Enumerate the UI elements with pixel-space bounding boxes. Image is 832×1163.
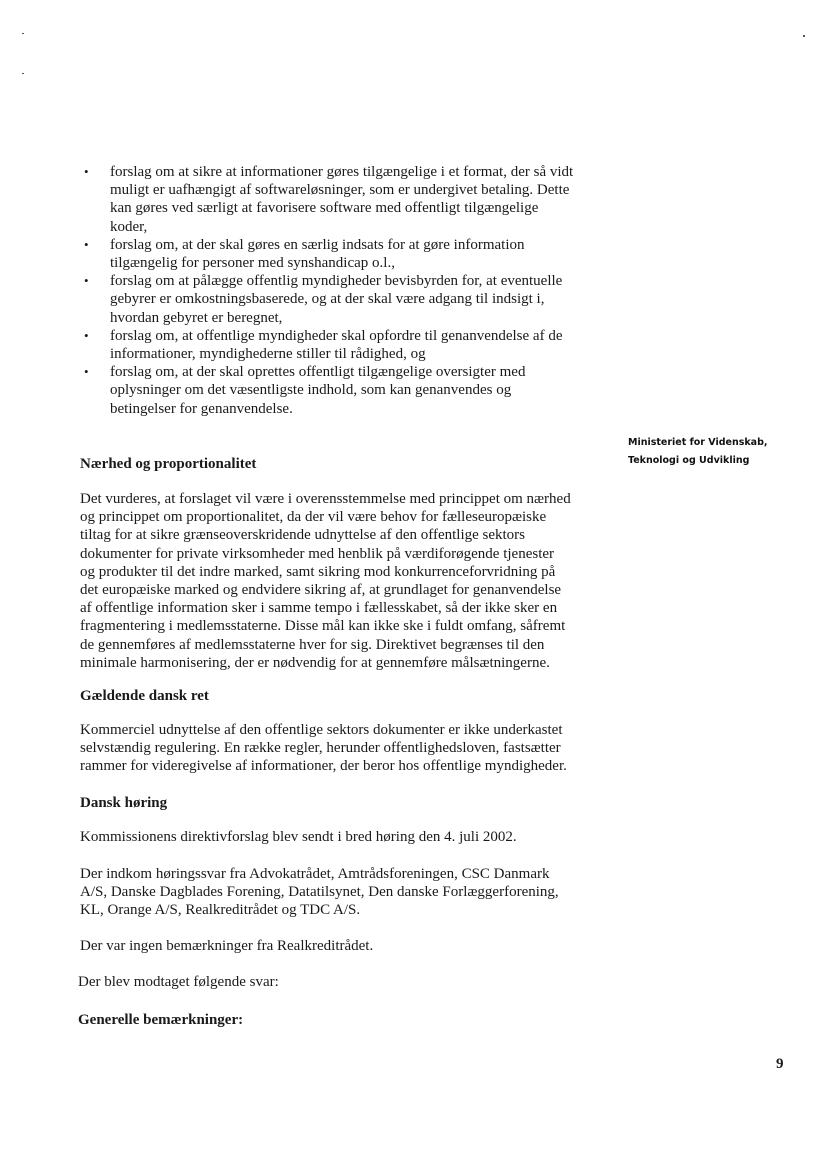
text-line: dokumenter for private virksomheder med henblik på værdiforøgende tjenester	[80, 545, 555, 562]
list-line: forslag om, at der skal gøres en særlig indsats for at gøre information	[110, 236, 525, 253]
bullet-icon: •	[84, 364, 89, 380]
section-heading-naerhed: Nærhed og proportionalitet	[80, 456, 257, 472]
text-line: minimale harmonisering, der er nødvendig for at gennemføre målsætningerne.	[80, 654, 550, 671]
paragraph-gaeldende	[80, 721, 600, 776]
bullet-icon: •	[84, 236, 89, 252]
list-line: forslag om, at offentlige myndigheder skal opfordre til genanvendelse af de	[110, 327, 563, 344]
text-line: Der indkom høringssvar fra Advokatrådet, Amtrådsforeningen, CSC Danmark	[80, 866, 550, 882]
paragraph-horing-sent: Kommissionens direktivforslag blev sendt i bred høring den 4. juli 2002.	[80, 829, 517, 845]
paragraph-naerhed	[80, 490, 600, 672]
text-line: fragmentering i medlemsstaterne. Disse mål kan ikke ske i fuldt omfang, såfremt	[80, 618, 566, 635]
text-line: rammer for videregivelse af informationer, der beror hos offentlige myndigheder.	[80, 758, 567, 775]
text-line: selvstændig regulering. En række regler, herunder offentlighedsloven, fastsætter	[80, 740, 561, 757]
list-line: muligt er uafhængigt af softwareløsninger, som er undergivet betaling. Dette	[110, 182, 570, 199]
section-heading-horing: Dansk høring	[80, 795, 168, 811]
page-number: 9	[776, 1056, 784, 1072]
text-line: A/S, Danske Dagblades Forening, Datatilsynet, Den danske Forlæggerforening,	[80, 884, 559, 901]
text-line: tiltag for at sikre grænseoverskridende udnyttelse af den offentlige sektors	[80, 527, 526, 544]
ministry-name-line: Ministeriet for Videnskab,	[628, 437, 768, 448]
list-line: forslag om, at der skal oprettes offentligt tilgængelige oversigter med	[110, 364, 526, 381]
paragraph-horing-respondents	[80, 865, 600, 920]
list-item	[84, 363, 599, 418]
list-line: tilgængelig for personer med synshandicap o.l.,	[110, 255, 395, 272]
list-line: gebyrer er omkostningsbaserede, og at der skal være adgang til indsigt i,	[110, 291, 545, 308]
list-line: forslag om at pålægge offentlig myndigheder bevisbyrden for, at eventuelle	[110, 273, 563, 290]
text-line: Kommerciel udnyttelse af den offentlige sektors dokumenter er ikke underkastet	[80, 722, 563, 738]
list-line: hvordan gebyret er beregnet,	[110, 309, 283, 326]
text-line: det europæiske marked og endvidere sikring af, at grundlaget for genanvendelse	[80, 582, 562, 599]
ministry-sidebar	[628, 434, 798, 470]
list-line: betingelser for genanvendelse.	[110, 400, 293, 417]
paragraph-horing-no-comments: Der var ingen bemærkninger fra Realkreditrådet.	[80, 938, 374, 954]
bullet-icon: •	[84, 164, 89, 179]
bullet-icon: •	[84, 327, 89, 343]
list-line: forslag om at sikre at informationer gøres tilgængelige i et format, der så vidt	[110, 164, 574, 180]
ministry-name-line: Teknologi og Udvikling	[628, 455, 750, 466]
list-line: informationer, myndighederne stiller til rådighed, og	[110, 346, 426, 363]
list-line: oplysninger om det væsentligste indhold, som kan genanvendes og	[110, 382, 512, 399]
section-heading-gaeldende: Gældende dansk ret	[80, 688, 209, 704]
text-line: KL, Orange A/S, Realkreditrådet og TDC A/S.	[80, 902, 361, 919]
paragraph-horing-received: Der blev modtaget følgende svar:	[78, 974, 279, 990]
list-item	[84, 236, 599, 272]
bullet-list	[84, 163, 599, 418]
scan-speck	[22, 73, 24, 74]
bullet-icon: •	[84, 273, 89, 289]
list-item	[84, 163, 599, 236]
list-line: koder,	[110, 218, 148, 235]
text-line: af offentlige information sker i samme tempo i fællesskabet, så der ikke sker en	[80, 600, 558, 617]
scan-speck	[22, 33, 24, 34]
section-heading-generelle: Generelle bemærkninger:	[78, 1012, 244, 1028]
text-line: Det vurderes, at forslaget vil være i overensstemmelse med princippet om nærhed	[80, 491, 571, 507]
text-line: og princippet om proportionalitet, da der vil være behov for fælleseuropæiske	[80, 509, 547, 526]
text-line: og produkter til det indre marked, samt sikring mod konkurrenceforvridning på	[80, 563, 556, 580]
list-line: kan gøres ved særligt at favorisere software med offentligt tilgængelige	[110, 200, 539, 217]
list-item	[84, 327, 599, 363]
scan-speck	[803, 35, 805, 37]
list-item	[84, 272, 599, 327]
text-line: de gennemføres af medlemsstaterne hver for sig. Direktivet begrænses til den	[80, 636, 545, 653]
